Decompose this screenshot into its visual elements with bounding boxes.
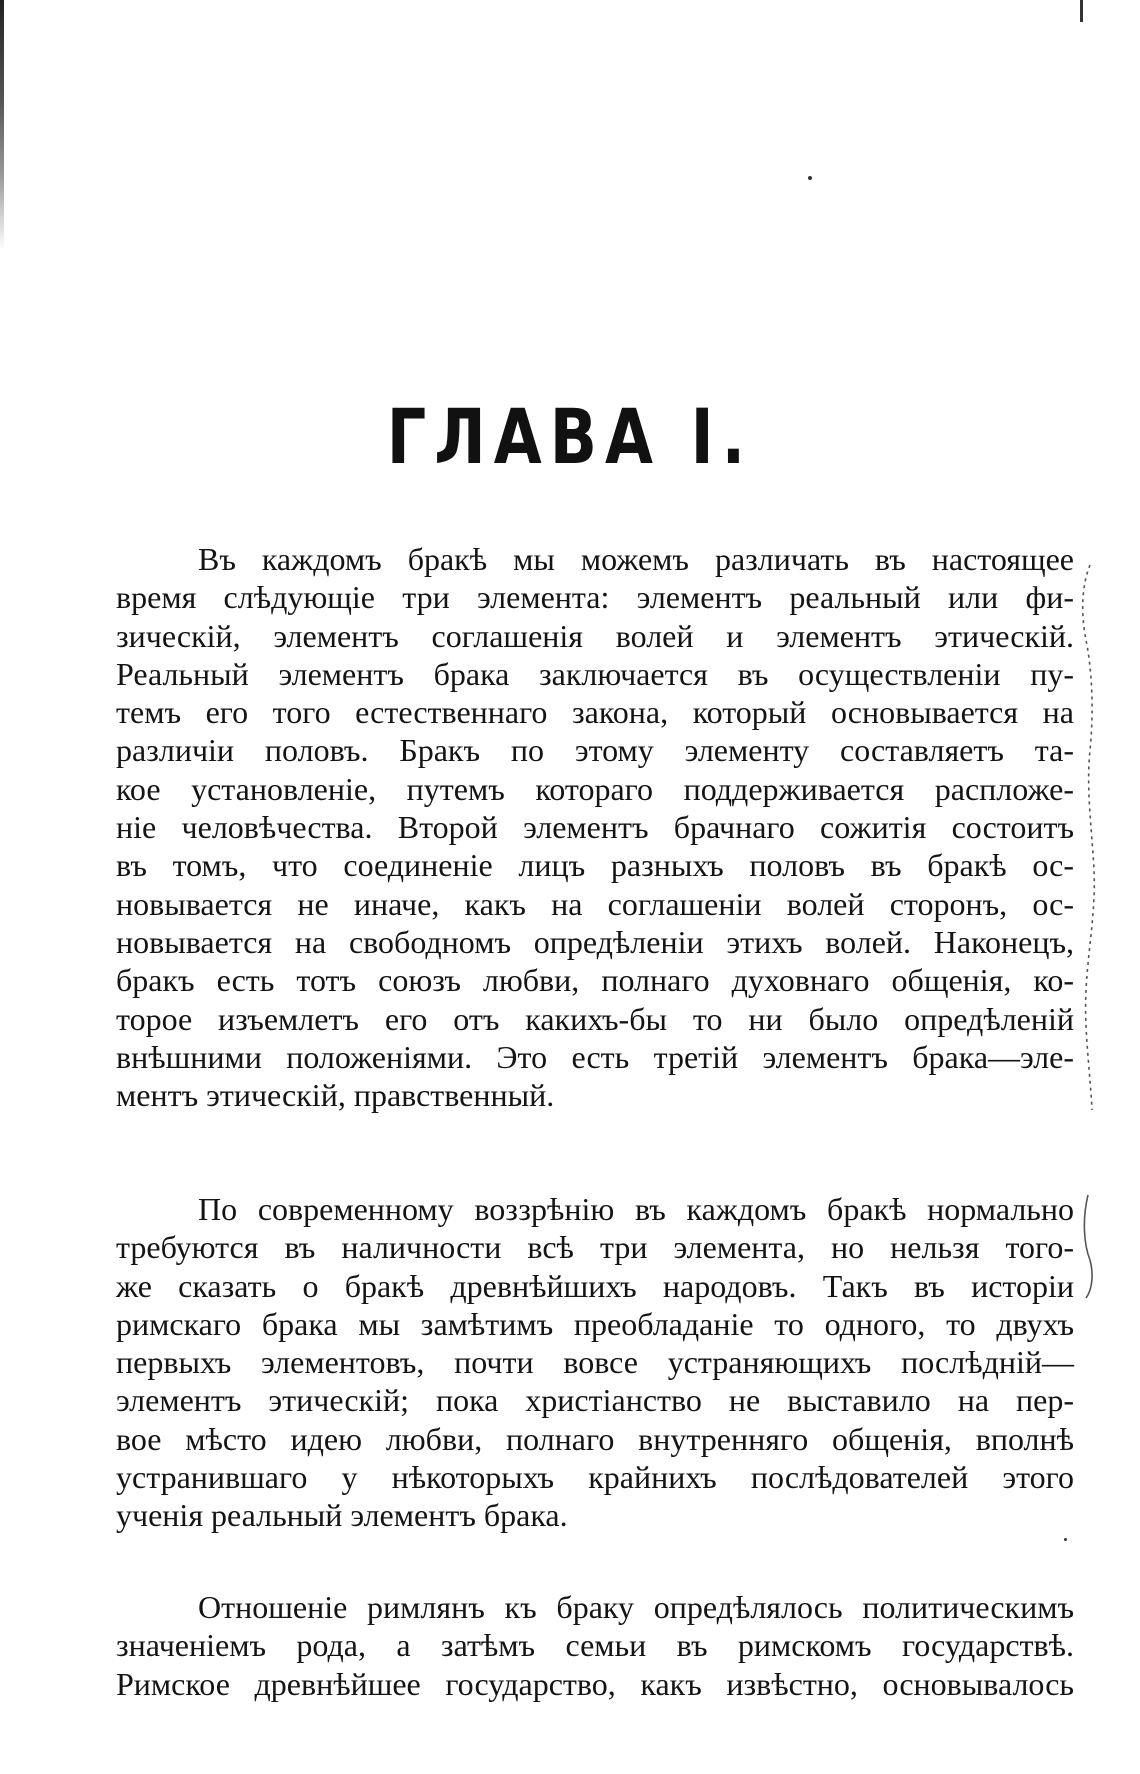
text-line: Отношеніе римлянъ къ браку опредѣлялось политическимъ bbox=[198, 1589, 1074, 1625]
text-line: требуются въ наличности всѣ три элемента, но нельзя того- bbox=[116, 1229, 1074, 1266]
text-line: бракъ есть тотъ союзъ любви, полнаго духовнаго общенія, ко- bbox=[116, 962, 1074, 999]
text-line: ментъ этическій, правственный. bbox=[116, 1077, 555, 1114]
text-line: же сказать о бракѣ древнѣйшихъ народовъ. Такъ въ исторіи bbox=[116, 1267, 1074, 1304]
paragraph-1 bbox=[116, 540, 1074, 1114]
text-line: время слѣдующіе три элемента: элементъ реальный или фи- bbox=[116, 579, 1074, 616]
ink-speck bbox=[808, 176, 812, 180]
text-line: первыхъ элементовъ, почти вовсе устраняющихъ послѣдній— bbox=[116, 1344, 1074, 1381]
text-line: устранившаго у нѣкоторыхъ крайнихъ послѣдователей этого bbox=[116, 1459, 1074, 1496]
scan-edge-top bbox=[1080, 0, 1083, 22]
text-line: зическій, элементъ соглашенія волей и элементъ этическій. bbox=[116, 617, 1074, 654]
ink-speck bbox=[1064, 1538, 1067, 1541]
text-line: элементъ этическій; пока христіанство не выставило на пер- bbox=[116, 1382, 1074, 1419]
chapter-title: ГЛАВА I. bbox=[386, 392, 754, 482]
margin-pencil-bracket-icon bbox=[1070, 560, 1110, 1120]
text-line: торое изъемлетъ его отъ какихъ-бы то ни было опредѣленій bbox=[116, 1000, 1074, 1037]
text-line: вое мѣсто идею любви, полнаго внутренняго общенія, вполнѣ bbox=[116, 1420, 1074, 1457]
text-line: Реальный элементъ брака заключается въ осуществленіи пу- bbox=[116, 655, 1074, 692]
text-line: темъ его того естественнаго закона, который основывается на bbox=[116, 694, 1074, 731]
text-line: внѣшними положеніями. Это есть третій элементъ брака—эле- bbox=[116, 1038, 1074, 1075]
text-line: новывается не иначе, какъ на соглашеніи волей сторонъ, ос- bbox=[116, 885, 1074, 922]
text-line: Римское древнѣйшее государство, какъ извѣстно, основывалось bbox=[116, 1665, 1074, 1702]
text-line: римскаго брака мы замѣтимъ преобладаніе то одного, то двухъ bbox=[116, 1305, 1074, 1342]
text-line: По современному воззрѣнію въ каждомъ бракѣ нормально bbox=[198, 1191, 1074, 1227]
text-line: въ томъ, что соединеніе лицъ разныхъ половъ въ бракѣ ос- bbox=[116, 847, 1074, 884]
text-line: ученія реальный элементъ брака. bbox=[116, 1497, 568, 1534]
margin-pencil-bracket-icon bbox=[1074, 1190, 1104, 1300]
text-line: ніе человѣчества. Второй элементъ брачнаго сожитія состоитъ bbox=[116, 809, 1074, 846]
scan-edge-left bbox=[0, 0, 4, 250]
text-line: кое установленіе, путемъ котораго поддерживается распложе- bbox=[116, 770, 1074, 807]
text-line: новывается на свободномъ опредѣленіи этихъ волей. Наконецъ, bbox=[116, 923, 1074, 960]
text-line: значеніемъ рода, а затѣмъ семьи въ римскомъ государствѣ. bbox=[116, 1627, 1074, 1664]
paragraph-2 bbox=[116, 1190, 1074, 1535]
text-line: Въ каждомъ бракѣ мы можемъ различать въ настоящее bbox=[198, 541, 1074, 577]
paragraph-3 bbox=[116, 1588, 1074, 1703]
text-line: различіи половъ. Бракъ по этому элементу составляетъ та- bbox=[116, 732, 1074, 769]
